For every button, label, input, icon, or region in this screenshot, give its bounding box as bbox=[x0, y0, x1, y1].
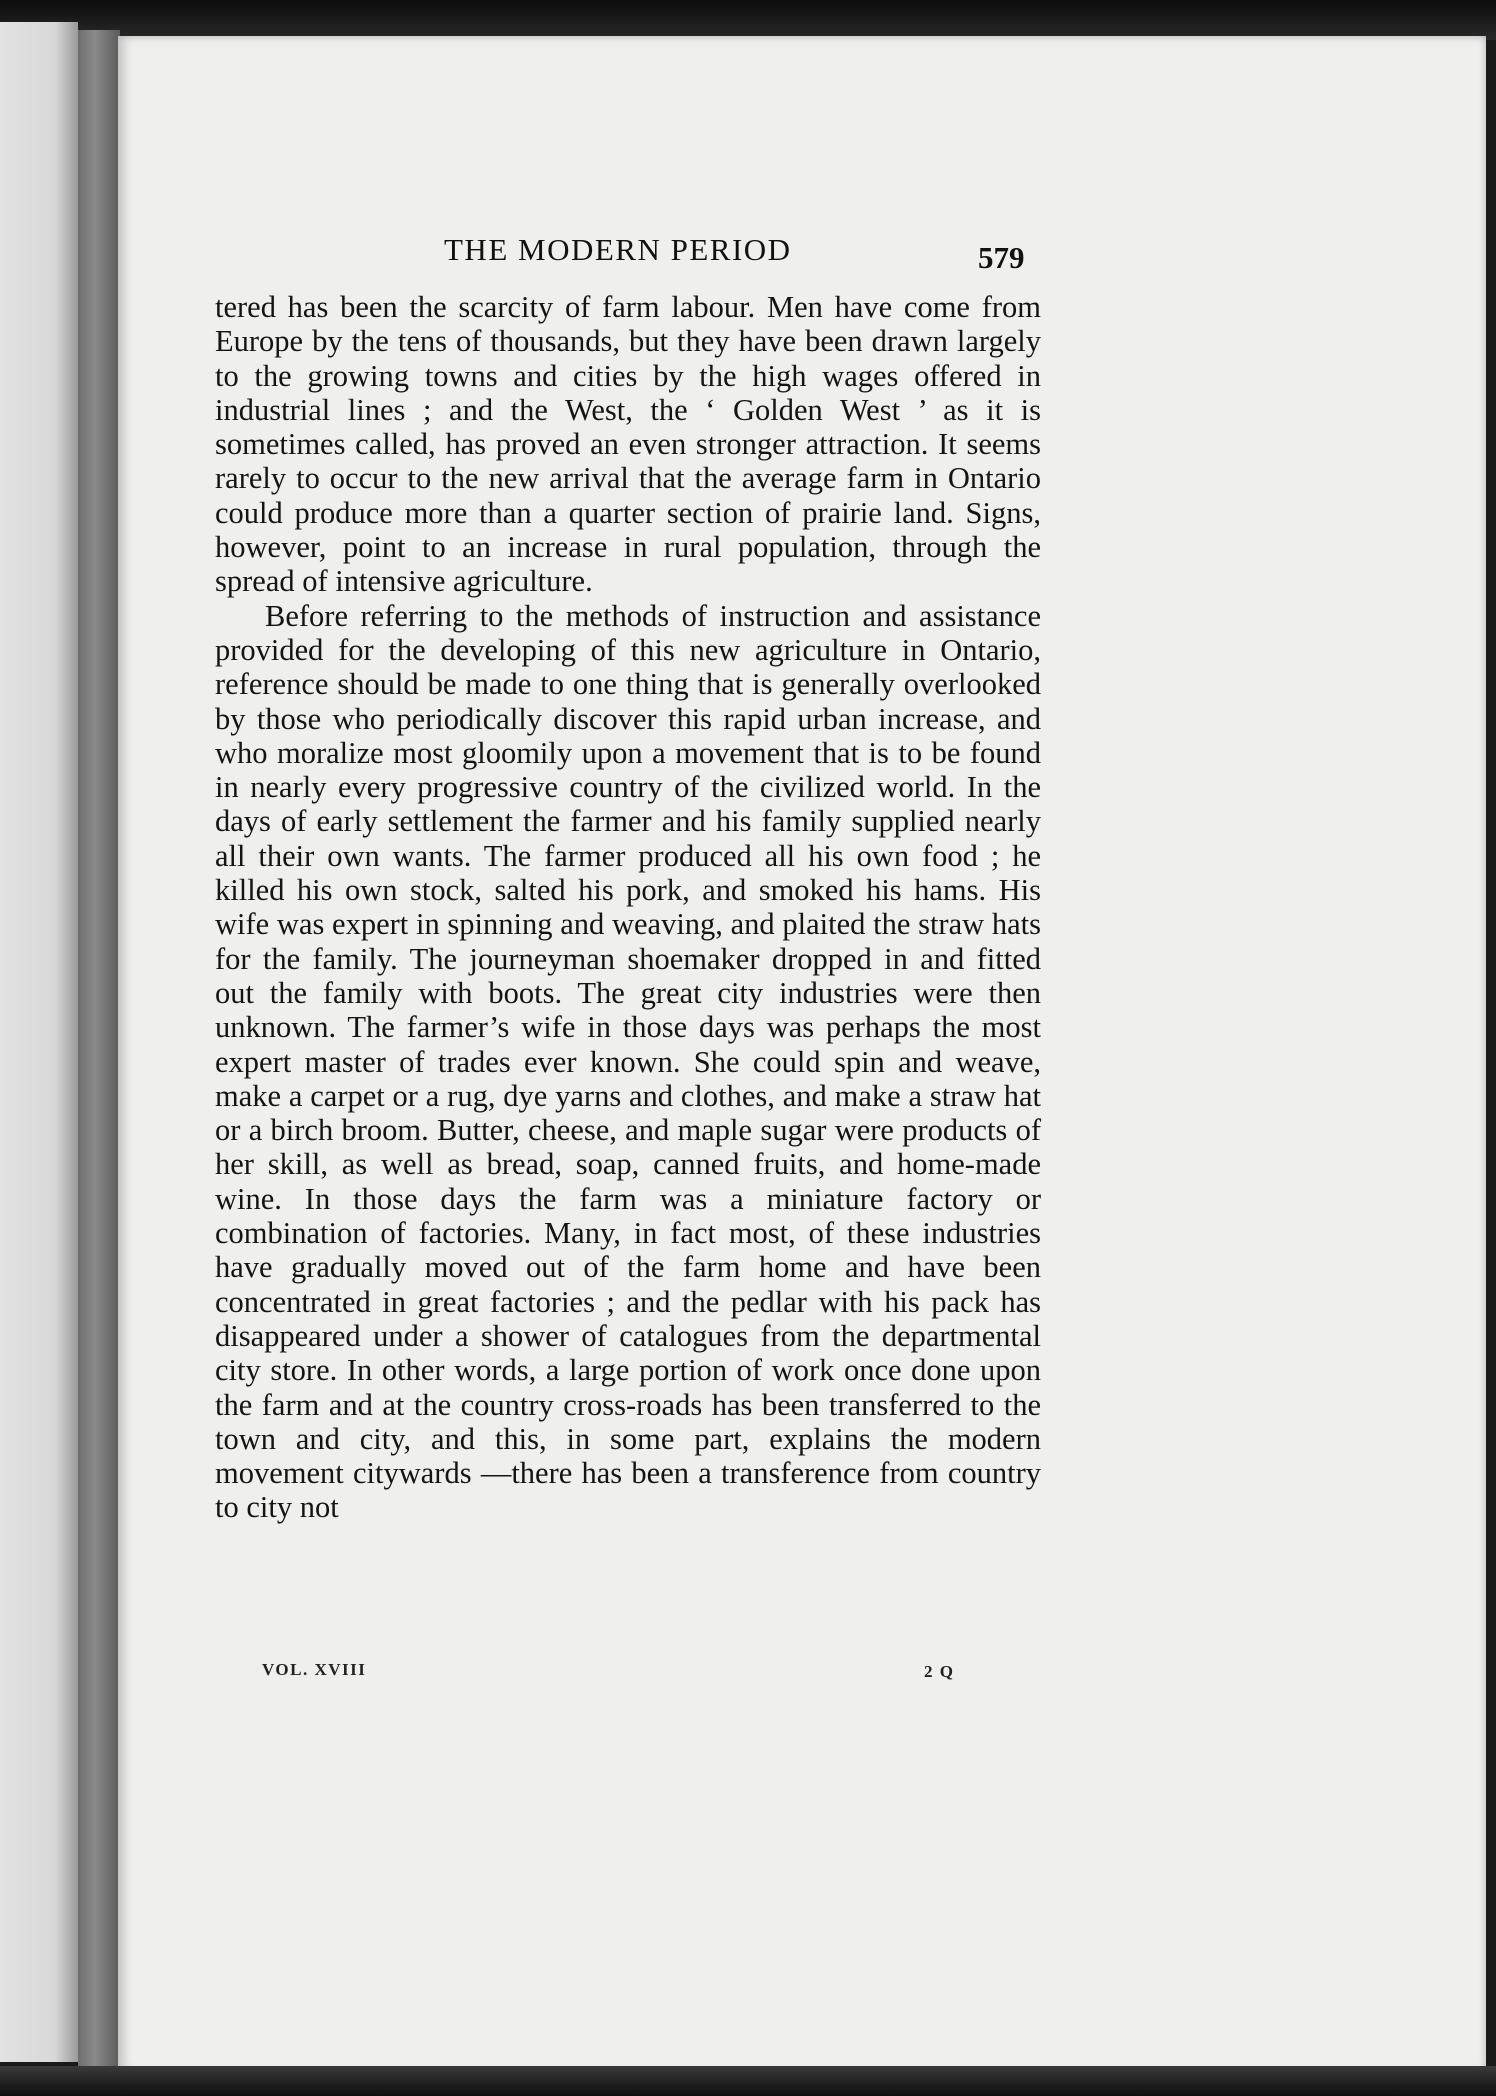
paragraph-1: tered has been the scarcity of farm labour. Men have come from Europe by the tens of thousands, but they have been drawn largely to the growing towns and cities by the high wages offered in industrial lines ; and the West, the ‘ Golden West ’ as it is sometimes called, has proved an even stronger attraction. It seems rarely to occur to the new arrival that the average farm in Ontario could produce more than a quarter section of prairie land. Signs, however, point to an increase in rural population, through the spread of intensive agriculture. bbox=[215, 290, 1041, 599]
scan-top-edge bbox=[0, 0, 1496, 40]
facing-page-edge bbox=[0, 22, 78, 2062]
volume-label: VOL. XVIII bbox=[262, 1660, 367, 1679]
body-text bbox=[215, 290, 1041, 1525]
signature-mark: 2 Q bbox=[924, 1662, 955, 1681]
book-gutter bbox=[78, 30, 120, 2070]
scan-bottom-edge bbox=[0, 2066, 1496, 2096]
running-title: THE MODERN PERIOD bbox=[444, 232, 792, 267]
running-head bbox=[0, 232, 1496, 282]
paragraph-2: Before referring to the methods of instruction and assistance provided for the developing of this new agriculture in Ontario, reference should be made to one thing that is generally overlooked by those who periodically discover this rapid urban increase, and who moralize most gloomily upon a movement that is to be found in nearly every progressive country of the civilized world. In the days of early settlement the farmer and his family supplied nearly all their own wants. The farmer produced all his own food ; he killed his own stock, salted his pork, and smoked his hams. His wife was expert in spinning and weaving, and plaited the straw hats for the family. The journeyman shoemaker dropped in and fitted out the family with boots. The great city industries were then unknown. The farmer’s wife in those days was perhaps the most expert master of trades ever known. She could spin and weave, make a carpet or a rug, dye yarns and clothes, and make a straw hat or a birch broom. Butter, cheese, and maple sugar were products of her skill, as well as bread, soap, canned fruits, and home-made wine. In those days the farm was a miniature factory or combination of factories. Many, in fact most, of these industries have gradually moved out of the farm home and have been concentrated in great factories ; and the pedlar with his pack has disappeared under a shower of catalogues from the departmental city store. In other words, a large portion of work once done upon the farm and at the country cross-roads has been transferred to the town and city, and this, in some part, explains the modern movement citywards —there has been a transference from country to city not bbox=[215, 598, 1041, 1525]
page-number: 579 bbox=[978, 240, 1025, 275]
